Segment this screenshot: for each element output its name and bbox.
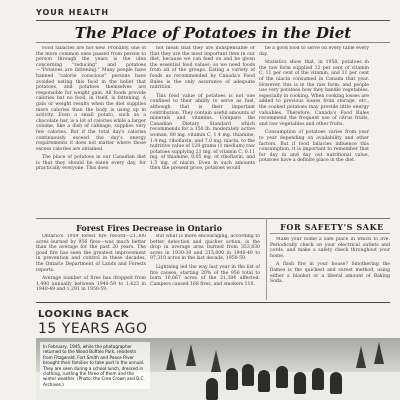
person-figure (330, 372, 342, 394)
fire-article-title: Forest Fires Decrease in Ontario (76, 223, 222, 233)
paragraph: A flash fire in your house? Smothering the flames is the quickest and surest method, using either a blanket or a liberal amount of Baking Soda. (270, 262, 390, 285)
tree-shape (374, 342, 384, 364)
person-figure (226, 368, 238, 390)
article-column-1 (36, 46, 146, 188)
paragraph: Food fallacies are not new. Probably, one of the more common ones passed from person to person through the years is the idea concerning "reducing" and potatoes—"Potatoes are fattening." Many people have banned "calorie conscious" persons have avoided eating this food in the belief that potatoes, and potatoes themselves are responsible for weight gain. All foods provide calories but no food, in itself, is fattening. A gain or weight results when the diet supplies more calories than the body is using up in activity. Even a small potato, such as a chocolate bar, is a lot of calories while a larger volume, like a dish of cabbage, supplies very few calories. But if the total day's calories continuously exceed the day's energy requirements it does not matter where those excess calories are obtained. (36, 46, 146, 152)
looking-back-subtitle: 15 YEARS AGO (38, 321, 148, 337)
person-figure (294, 372, 306, 394)
middle-rule (36, 218, 390, 219)
paragraph: Average number of fires has dropped from 1,490 annually between 1940-59 to 1,423 in 1940-49 and 1,291 in 1950-59. (36, 276, 146, 293)
paragraph: Lightning led the way last year in the list of fire causes, starting 20% of the 956 total to burn 10,667 acres of the 21,384 affected. Campers caused 168 fires, and smokers 110. (150, 264, 260, 287)
paragraph: not mean that they are indispensable or that they are the most important item in our diet, because we can feed on and be given the essential food values; so we need foods from all of the groups. Eating a variety of foods as recommended by Canada's Food Rules is the only assurance of adequate nutrition. (150, 46, 255, 91)
paragraph: This food value of potatoes is not one confined to their ability to serve as fuel, although that is their important contribution. They contain useful amounts of minerals and vitamins. Compare the Canadian Dietary Standard which recommends for a 150 lb. moderately active woman, 80 mg. vitamin C, 1.4 mg. thiamine, 1.4 mg. riboflavin, and 7.0 mg. niacin, to the nutritive value of 120 grams (1 medium) raw potatoes supplying 21 mg. of vitamin C, 0.11 mg. of thiamine, 0.05 mg. of riboflavin, and 1.5 mg. of niacin. Even in such amounts then the present price, potatoes would (150, 93, 255, 172)
tree-shape (186, 344, 196, 366)
tree-shape (356, 346, 366, 368)
title-rule (36, 42, 390, 43)
person-figure (312, 368, 324, 390)
paragraph: Ontario's 1959 forest fire record—21,300 acres burned by 956 fires—was much better than the average for the past 20 years. The good fire has seen the greatest improvement in prevention and control in these decades, the Ontario Department of Lands and Forests reports. (36, 234, 146, 273)
historical-photo (36, 338, 400, 400)
person-figure (206, 378, 218, 400)
paragraph: be a good food to serve on every table every day. (259, 46, 369, 57)
fire-column-2 (150, 234, 260, 298)
article-title: The Place of Potatoes in the Diet (74, 24, 352, 42)
fire-column-1 (36, 234, 146, 298)
safety-title-rule (270, 233, 390, 234)
person-figure (276, 366, 288, 388)
safety-column (270, 237, 390, 299)
photo-caption: In February, 1945, while the photographer returned to the Wood Buffalo Park, residents from Fitzgerald, Fort Smith and Peace River brought their families to take part in the annual. They are seen during a school lunch, dressed in clothing, rustling the three of them and the winter weather. (Photo: the Cree Crown and B.C. Archives.) (40, 342, 150, 389)
lower-rule (36, 302, 390, 303)
column-divider (266, 218, 267, 300)
person-figure (242, 364, 254, 386)
top-rule (36, 20, 390, 21)
safety-article-title: FOR SAFETY'S SAKE (280, 222, 384, 232)
paragraph: The place of potatoes in our Canadian diet is that they should be eaten every day, for practically everyone. This does (36, 155, 146, 172)
tree-shape (211, 350, 221, 372)
tree-shape (166, 348, 176, 370)
article-column-3 (259, 46, 369, 188)
paragraph: Statistics show that, in 1958, potatoes in the raw form supplied 22 per cent of vitamin C, 11 per cent of the vitamin, and 11 per cent of the niacin consumed in Canada that year. However, this is in the raw form, and people use very potatoes how they handle vegetables, especially in cooking. When cooking losses are added to previous losses from storage, etc., the cooked potatoes may provide little energy valuables. Therefore, Canada's Food Rules recommend the frequent use of citrus fruits, and raw vegetables and other fruits. (259, 60, 369, 127)
article-column-2 (150, 46, 255, 188)
section-header: YOUR HEALTH (36, 8, 110, 17)
paragraph: But what is more encouraging, according to better detection and quicker action, is the drop in average area burned from 353,830 acres in 1930-39 and 215,000 in 1940-49 to 97,310 acres in the last decade, 1950-59. (150, 234, 260, 262)
looking-back-title: LOOKING BACK (38, 309, 129, 320)
paragraph: Consumption of potatoes varies from year to year depending on availability and other factors. But if food fallacies influence this consumption, it is important to remember that for day in and day out nutritional value, potatoes have a definite place in the diet. (259, 130, 369, 164)
person-figure (258, 370, 270, 392)
paragraph: Make your home a safe place in which to live. Periodically check on your electrical outlets and cords, and make a safety check throughout your home. (270, 237, 390, 259)
